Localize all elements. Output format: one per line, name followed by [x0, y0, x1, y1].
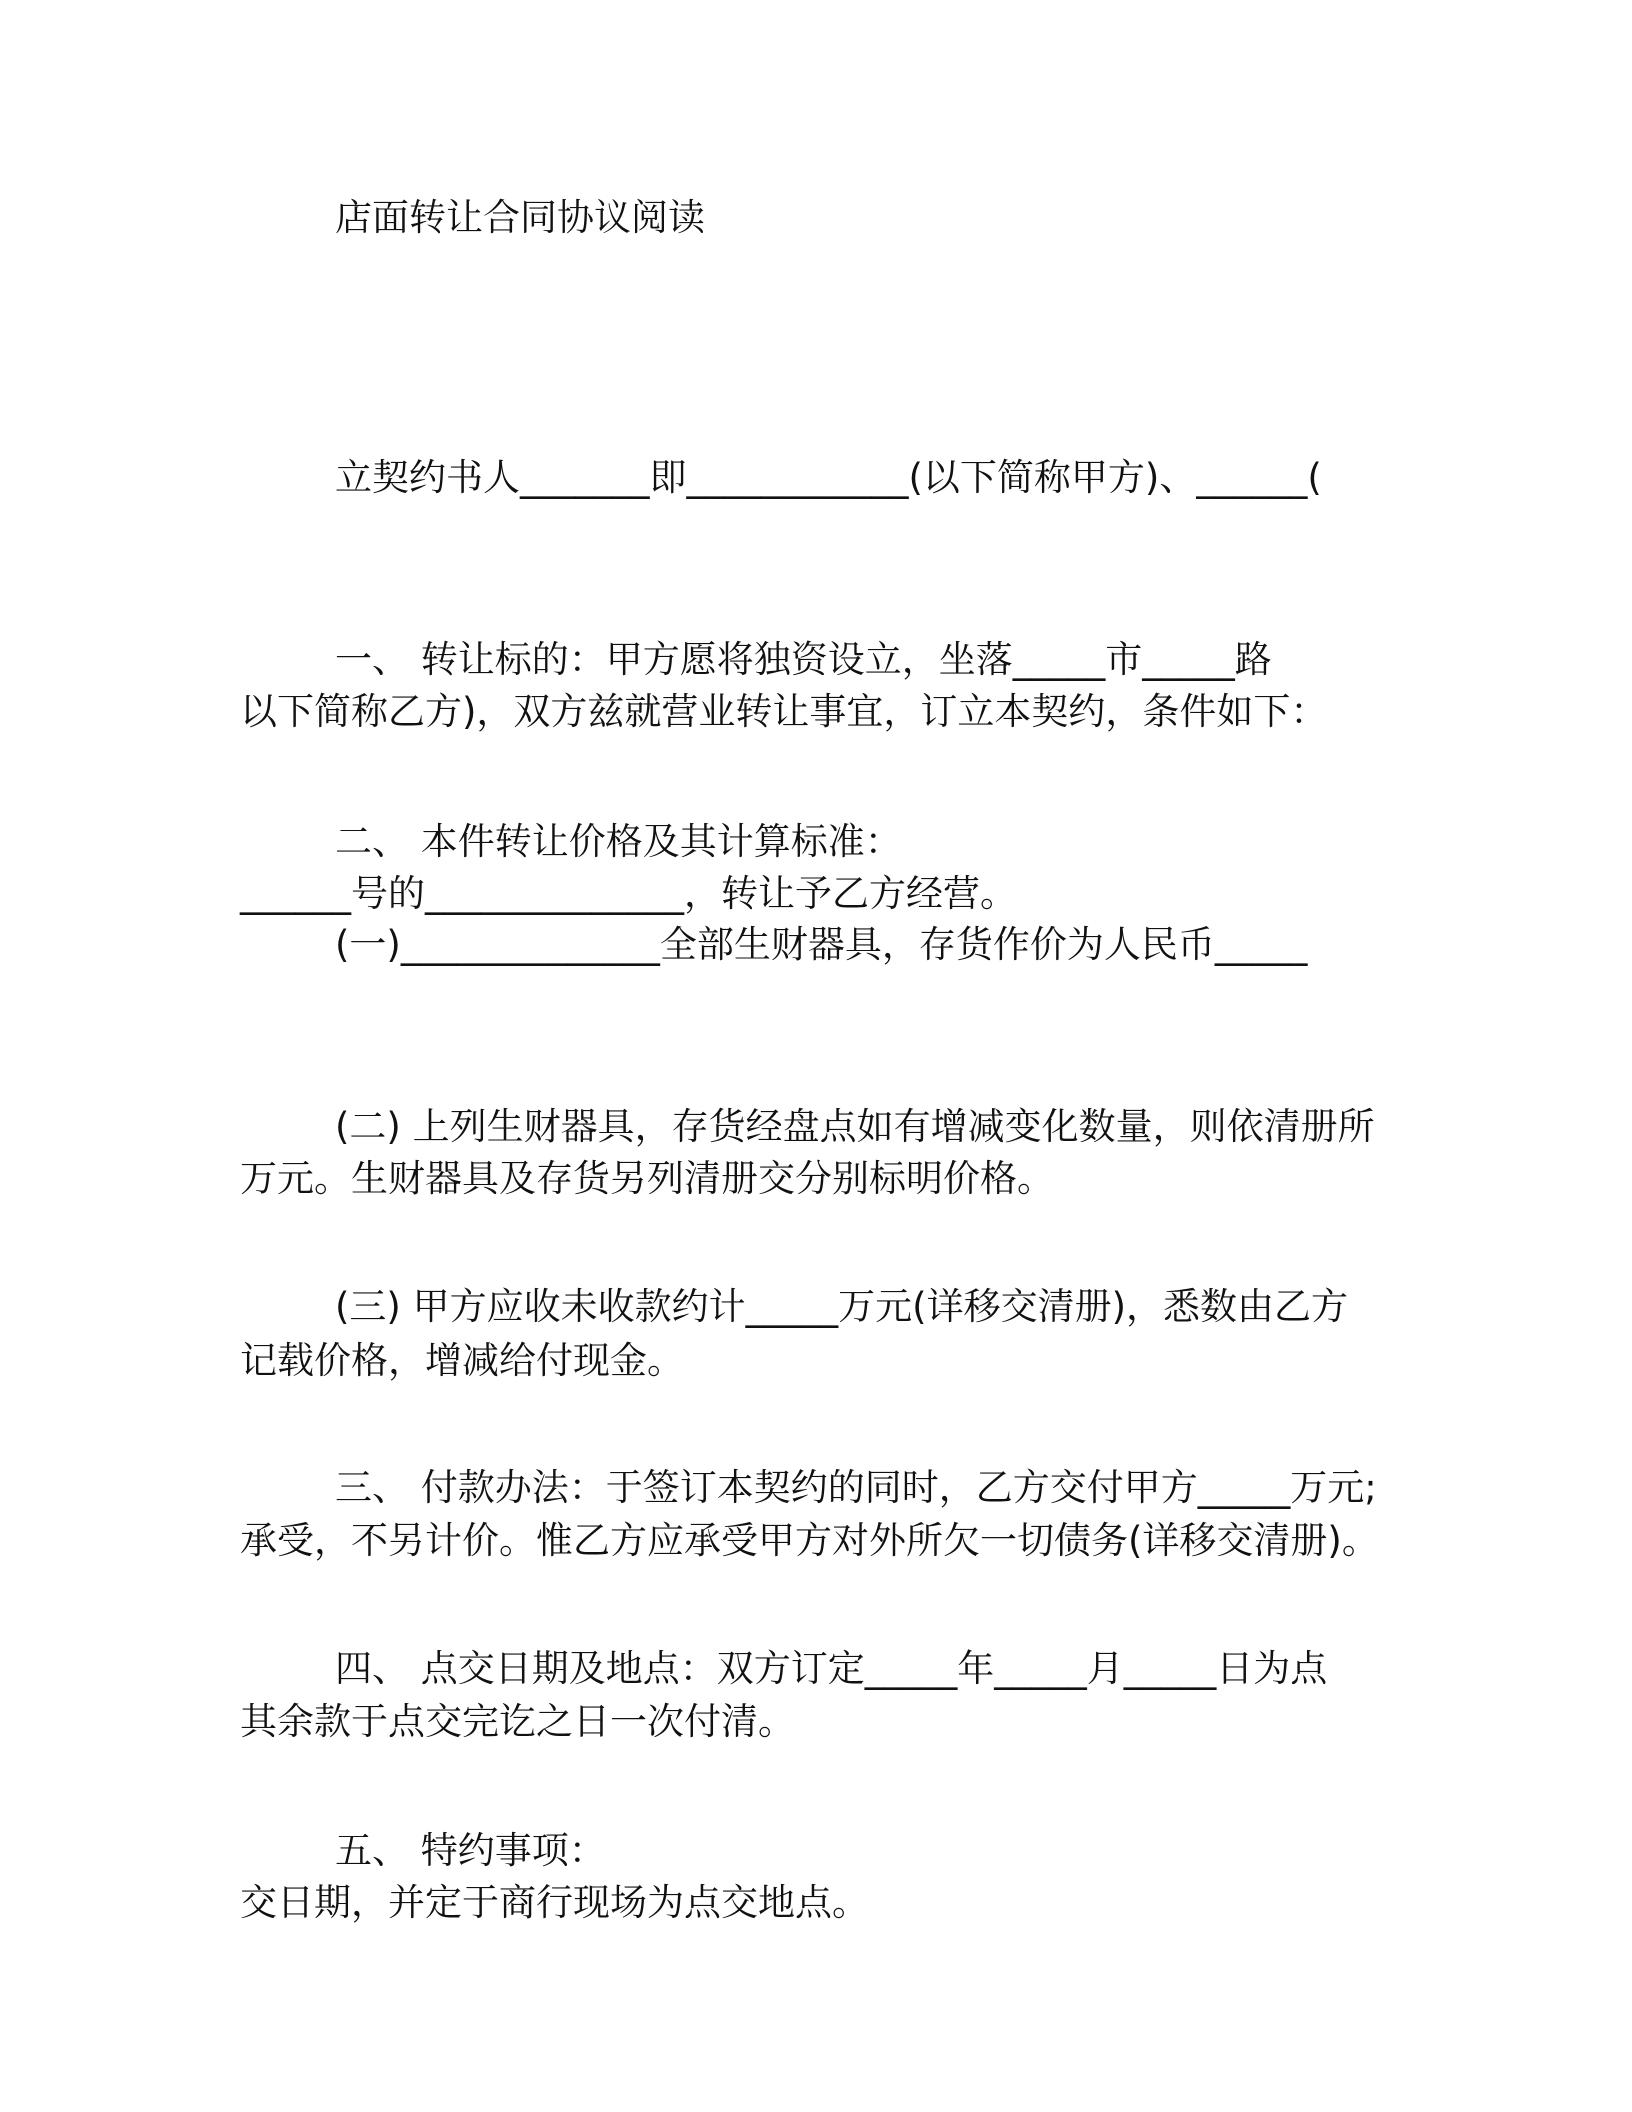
paragraph-line: 四、 点交日期及地点：双方订定_____年_____月_____日为点 — [335, 1647, 1328, 1690]
paragraph-line: 其余款于点交完讫之日一次付清。 — [240, 1700, 795, 1743]
paragraph-line: 记载价格，增减给付现金。 — [240, 1339, 684, 1382]
document-title: 店面转让合同协议阅读 — [335, 196, 705, 239]
paragraph-line: 五、 特约事项： — [335, 1829, 606, 1872]
paragraph-line: (三) 甲方应收未收款约计_____万元(详移交清册)，悉数由乙方 — [335, 1285, 1349, 1328]
paragraph-line: 交日期，并定于商行现场为点交地点。 — [240, 1881, 869, 1924]
paragraph-line: 立契约书人_______即____________(以下简称甲方)、______( — [335, 456, 1322, 499]
paragraph-line: (二) 上列生财器具，存货经盘点如有增减变化数量，则依清册所 — [335, 1105, 1375, 1148]
paragraph-line: 万元。生财器具及存货另列清册交分别标明价格。 — [240, 1157, 1054, 1200]
paragraph-line: 三、 付款办法：于签订本契约的同时，乙方交付甲方_____万元; — [335, 1466, 1377, 1509]
paragraph-line: 二、 本件转让价格及其计算标准： — [335, 820, 902, 863]
paragraph-line: 承受，不另计价。惟乙方应承受甲方对外所欠一切债务(详移交清册)。 — [240, 1519, 1379, 1562]
paragraph-clause-5 — [240, 1656, 1400, 2046]
paragraph-line: 以下简称乙方)，双方兹就营业转让事宜，订立本契约，条件如下： — [240, 690, 1328, 733]
paragraph-line: 一、 转让标的：甲方愿将独资设立，坐落_____市_____路 — [335, 638, 1272, 681]
paragraph-line: (一)______________全部生财器具，存货作价为人民币_____ — [335, 923, 1308, 966]
paragraph-line: ______号的______________，转让予乙方经营。 — [240, 872, 1017, 915]
